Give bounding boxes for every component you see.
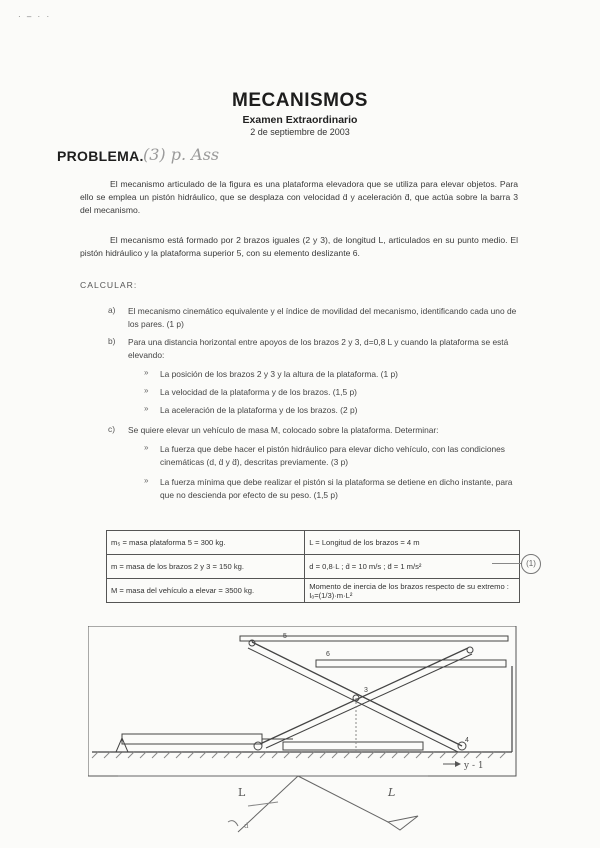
item-a-text: El mecanismo cinemático equivalente y el índice de movilidad del mecanismo, identificando cada uno de los pares. (1 p) [128,306,517,329]
figure-label-y: y - 1 [464,761,484,771]
table-cell: L = Longitud de los brazos = 4 m [305,531,520,555]
figure-label-4: 4 [465,737,469,744]
figure-label-3: 3 [364,687,368,694]
sketch-arrowhead [388,816,418,830]
figure-label-L-right: L [388,786,396,799]
arm-2-edge [266,654,472,748]
bullet-icon: » [144,386,149,395]
figure-label-6: 6 [326,651,330,658]
statement-paragraph-1: El mecanismo articulado de la figura es una plataforma elevadora que se utiliza para elevar objetos. Para ello se emplea un pistón hidráulico, que se desplaza con velocidad ḋ y aceleración d̈, que actúa sobre la barra 3 del mecanismo. [80,179,518,215]
exam-subtitle: Examen Extraordinario [242,114,358,126]
document-title: MECANISMOS [232,90,368,111]
item-c2-text: La fuerza mínima que debe realizar el pistón si la plataforma se detiene en dicho instante, para que no descienda por efecto de su peso. (1,5 p) [160,477,513,500]
bullet-icon: » [144,443,149,452]
table-cell: d = 0,8·L ; ḋ = 10 m/s ; d̈ = 1 m/s² [305,555,520,579]
margin-note: (1) [521,554,541,574]
bullet-icon: » [144,404,149,413]
mechanism-figure [88,626,520,848]
statement-paragraph-2: El mecanismo está formado por 2 brazos iguales (2 y 3), de longitud L, articulados en su punto medio. El pistón hidráulico y la plataforma superior 5, con su elemento deslizante 6. [80,235,518,258]
item-a-number: a) [108,305,116,315]
item-b3-text: La aceleración de la plataforma y de los brazos. (2 p) [160,405,358,415]
table-cell: Momento de inercia de los brazos respecto de su extremo : Iₒ=(1/3)·m·L² [305,579,520,603]
item-c-text: Se quiere elevar un vehículo de masa M, colocado sobre la plataforma. Determinar: [128,425,439,435]
table-cell: m₅ = masa plataforma 5 = 300 kg. [107,531,305,555]
exam-date: 2 de septiembre de 2003 [250,127,350,137]
sketch-link-right [298,776,388,822]
item-b1-text: La posición de los brazos 2 y 3 y la altura de la plataforma. (1 p) [160,369,398,379]
item-b-text: Para una distancia horizontal entre apoyos de los brazos 2 y 3, d=0,8 L y cuando la plataforma se está elevando: [128,337,509,360]
item-b-number: b) [108,336,116,346]
pivot-bottom-left [254,742,262,750]
table-row [107,579,520,603]
sketch-angle [228,821,238,826]
bullet-icon: » [144,476,149,485]
table-row [107,555,520,579]
arm-2 [260,648,468,744]
item-b2-text: La velocidad de la plataforma y de los brazos. (1,5 p) [160,387,357,397]
margin-note-line [492,563,522,564]
item-c-number: c) [108,424,115,434]
platform-5 [240,636,508,641]
platform-rail-6 [316,660,506,667]
arm-3 [252,642,462,746]
axis-arrowhead [455,761,461,767]
figure-label-5: 5 [283,633,287,640]
handwritten-score-note: (3) p. Ass [143,145,220,164]
data-table [106,530,520,603]
table-row [107,531,520,555]
figure-frame [88,626,516,776]
sketch-arc [248,802,278,806]
table-cell: m = masa de los brazos 2 y 3 = 150 kg. [107,555,305,579]
arm-3-edge [248,648,458,752]
figure-label-L-left: L [238,786,246,799]
ground-hatch [92,752,506,758]
calcular-heading: CALCULAR: [80,280,138,290]
problem-heading: PROBLEMA. [57,148,144,164]
lower-slider [283,742,423,750]
figure-label-d: d [244,822,249,830]
hydraulic-piston-cylinder [122,734,262,744]
table-cell: M = masa del vehículo a elevar = 3500 kg. [107,579,305,603]
corner-mark: · – · · [18,12,52,21]
bullet-icon: » [144,368,149,377]
pivot-top-right [467,647,473,653]
item-c1-text: La fuerza que debe hacer el pistón hidráulico para elevar dicho vehículo, con las condiciones cinemáticas (d, ḋ y d̈), descritas previamente. (3 p) [160,444,505,467]
